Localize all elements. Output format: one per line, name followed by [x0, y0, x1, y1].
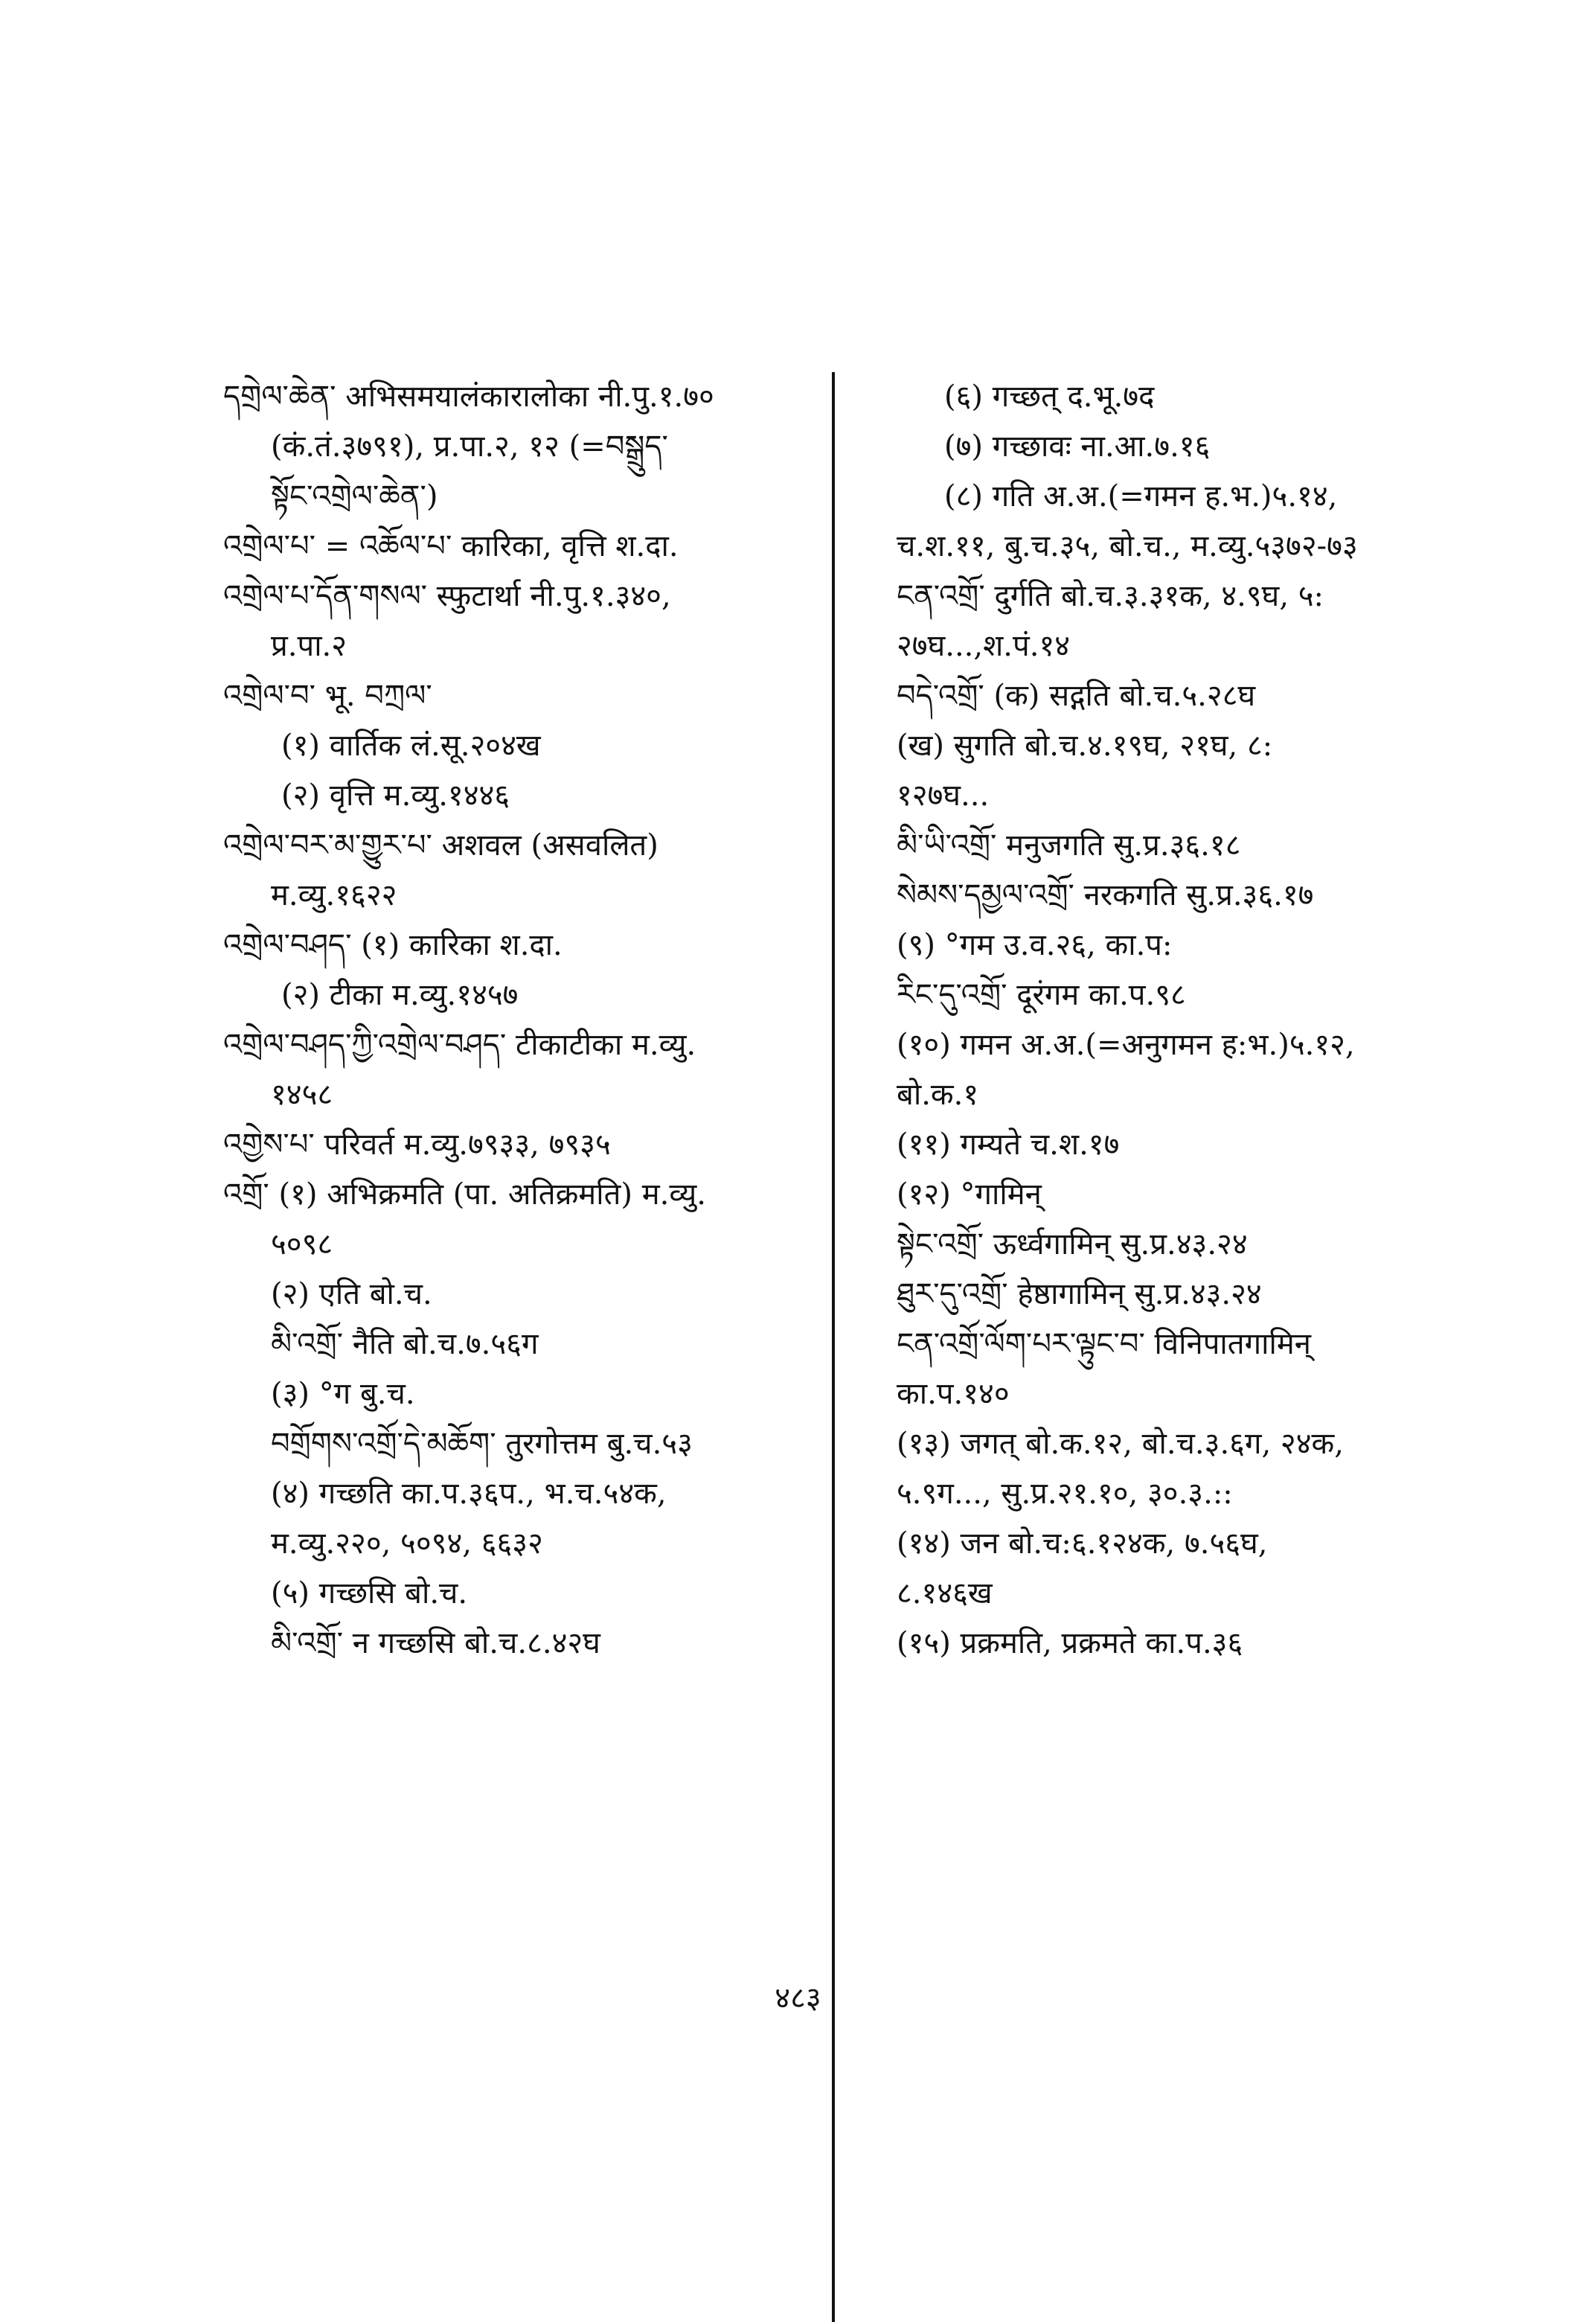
right-column [897, 372, 1425, 1669]
left-column-entry: མི་འགྲོ་ न गच्छसि बो.च.८.४२घ [271, 1626, 600, 1660]
right-column-entry: ८.१४६ख [897, 1576, 993, 1611]
left-column-entry: ५०९८ [271, 1227, 333, 1261]
right-column-entry: མི་ཡི་འགྲོ་ मनुजगति सु.प्र.३६.१८ [897, 828, 1241, 863]
right-column-entry: (१४) जन बो.च:६.१२४क, ७.५६घ, [897, 1526, 1268, 1561]
right-column-entry: बो.क.१ [897, 1078, 979, 1112]
right-column-entry: བདེ་འགྲོ་ (क) सद्गति बो.च.५.२८घ [897, 679, 1256, 713]
left-column-entry: (४) गच्छति का.प.३६प., भ.च.५४क, [271, 1477, 667, 1511]
right-column-entry: २७घ...,श.पं.१४ [897, 629, 1071, 663]
page-number: ४८३ [775, 1981, 821, 2015]
right-column-entry: སེམས་དམྱལ་འགྲོ་ नरकगति सु.प्र.३६.१७ [897, 878, 1314, 912]
right-column-entry: च.श.११, बु.च.३५, बो.च., म.व्यु.५३७२-७३ [897, 529, 1358, 563]
left-column-entry: འགྲེལ་བཤད་ (१) कारिका श.दा. [223, 928, 563, 962]
right-column-entry: १२७घ... [897, 778, 990, 813]
left-column-entry: (५) गच्छसि बो.च. [271, 1576, 468, 1611]
left-column-entry: प्र.पा.२ [271, 629, 347, 663]
left-column-entry: འགྲེལ་བ་ भू. བཀྲལ་ [223, 679, 432, 713]
right-column-entry: སྟེང་འགྲོ་ ऊर्ध्वगामिन् सु.प्र.४३.२४ [897, 1227, 1248, 1261]
left-column-entry: म.व्यु.२२०, ५०९४, ६६३२ [271, 1526, 543, 1561]
right-column-entry: (१०) गमन अ.अ.(=अनुगमन ह:भ.)५.१२, [897, 1028, 1355, 1062]
right-column-entry: (११) गम्यते च.श.१७ [897, 1128, 1120, 1162]
right-column-entry: (१३) जगत् बो.क.१२, बो.च.३.६ग, २४क, [897, 1427, 1344, 1461]
right-column-entry: (८) गति अ.अ.(=गमन ह.भ.)५.१४, [944, 479, 1338, 514]
left-column-entry: (१) वार्तिक लं.सू.२०४ख [281, 729, 541, 763]
right-column-entry: (९) °गम उ.व.२६, का.प: [897, 928, 1173, 962]
left-column-entry: འགྲོ་ (१) अभिक्रमति (पा. अतिक्रमति) म.व्यु. [223, 1177, 706, 1212]
left-column-entry: སྟོང་འགྲེལ་ཆེན་) [271, 479, 438, 514]
left-column-entry: म.व्यु.१६२२ [271, 878, 397, 912]
right-column-entry: का.प.१४० [897, 1377, 1010, 1411]
right-column-entry: (६) गच्छत् द.भू.७द [944, 380, 1155, 414]
right-column-entry: (१५) प्रक्रमति, प्रक्रमते का.प.३६ [897, 1626, 1243, 1660]
left-column-entry: འགྲེལ་བཤད་ཀྱི་འགྲེལ་བཤད་ टीकाटीका म.व्यु. [223, 1028, 696, 1062]
right-column-entry: ངན་འགྲོ་ལོག་པར་ལྟུང་བ་ विनिपातगामिन् [897, 1327, 1311, 1361]
left-column-entry: འགྲེལ་པ་དོན་གསལ་ स्फुटार्था नी.पु.१.३४०, [223, 579, 671, 613]
left-column-entry: (२) एति बो.च. [271, 1277, 432, 1311]
left-column-entry: བགྲོགས་འགྲོ་དེ་མཆོག་ तुरगोत्तम बु.च.५३ [271, 1427, 693, 1461]
right-column-entry: ཐུར་དུ་འགྲོ་ हेष्ठागामिन् सु.प्र.४३.२४ [897, 1277, 1262, 1311]
left-column-entry: མི་འགྲོ་ नैति बो.च.७.५६ग [271, 1327, 539, 1361]
right-column-entry: ངན་འགྲོ་ दुर्गति बो.च.३.३१क, ४.९घ, ५: [897, 579, 1324, 613]
left-column-entry: (२) वृत्ति म.व्यु.१४४६ [281, 778, 510, 813]
left-column-entry: (२) टीका म.व्यु.१४५७ [281, 978, 519, 1012]
left-column-entry: འགྱེས་པ་ परिवर्त म.व्यु.७९३३, ७९३५ [223, 1128, 611, 1162]
right-column-entry: (ख) सुगति बो.च.४.१९घ, २१घ, ८: [897, 729, 1273, 763]
right-column-entry: རིང་དུ་འགྲོ་ दूरंगम का.प.९८ [897, 978, 1186, 1012]
right-column-entry: (७) गच्छावः ना.आ.७.१६ [944, 429, 1211, 464]
left-column-entry: १४५८ [271, 1078, 333, 1112]
left-column-entry: འགྲེལ་པ་ = འཆོལ་པ་ कारिका, वृत्ति श.दा. [223, 529, 679, 563]
left-column-entry: དགྲེལ་ཆེན་ अभिसमयालंकारालोका नी.पु.१.७० [223, 380, 714, 414]
left-column-entry: འགྲེལ་བར་མ་གྱུར་པ་ अशवल (असवलित) [223, 828, 658, 863]
right-column-entry: (१२) °गामिन् [897, 1177, 1042, 1212]
right-column-entry: ५.९ग..., सु.प्र.२१.१०, ३०.३.:: [897, 1477, 1233, 1511]
left-column [223, 372, 811, 1669]
left-column-entry: (३) °ग बु.च. [271, 1377, 415, 1411]
column-divider [832, 372, 835, 2322]
left-column-entry: (कं.तं.३७९१), प्र.पा.२, १२ (=བསྒྲུད་ [271, 429, 668, 464]
